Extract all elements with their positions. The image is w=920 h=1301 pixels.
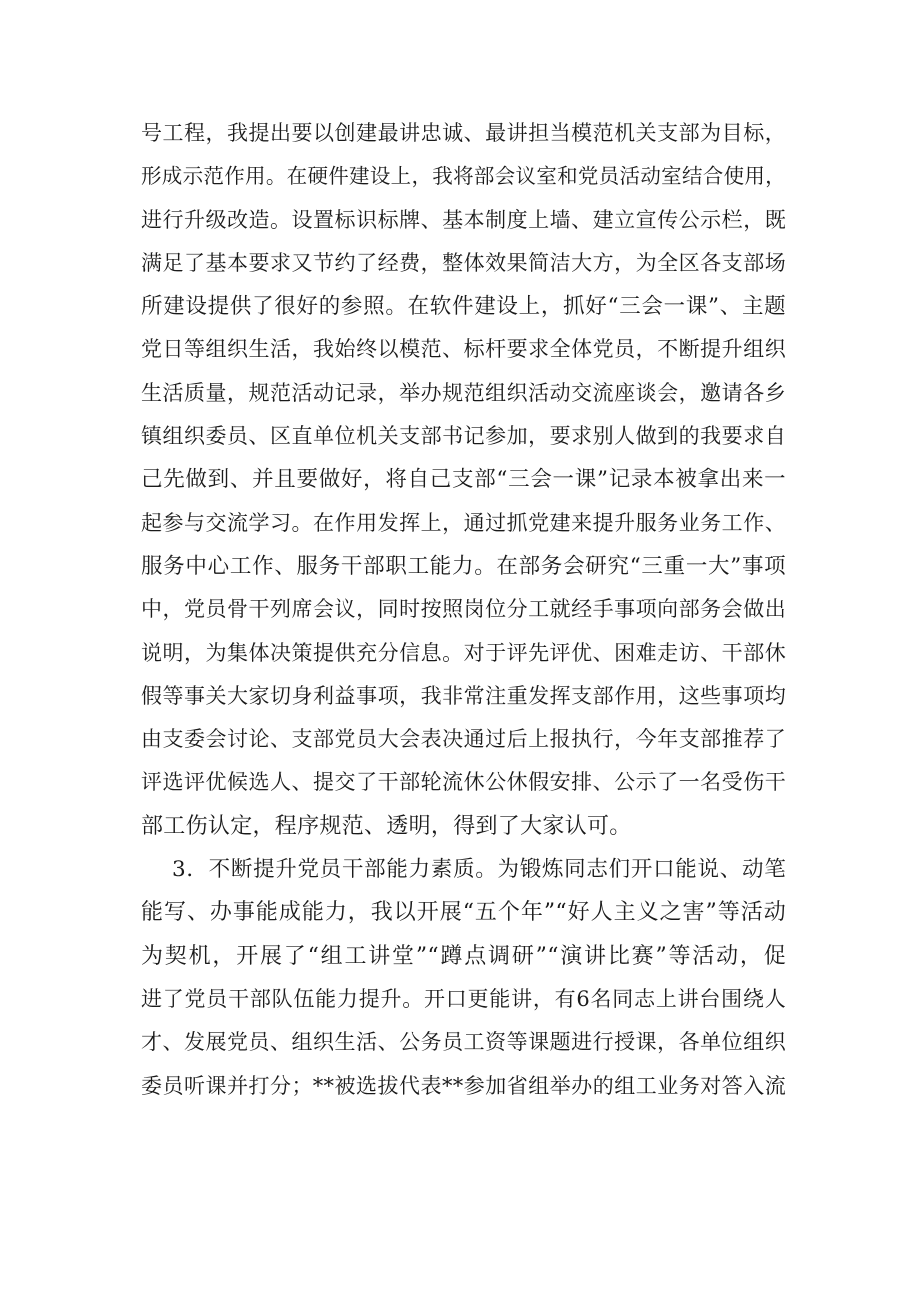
body-text (141, 112, 786, 1108)
text-line: 中，党员骨干列席会议，同时按照岗位分工就经手事项向部务会做出 (141, 597, 786, 622)
text-line: 说明，为集体决策提供充分信息。对于评先评优、困难走访、干部休 (141, 640, 786, 665)
text-line: 所建设提供了很好的参照。在软件建设上，抓好“三会一课”、主题 (141, 294, 786, 320)
text-line: 委员听课并打分；**被选拔代表**参加省组举办的组工业务对答入流 (141, 1073, 786, 1098)
paragraph-end-line: 部工伤认定，程序规范、透明，得到了大家认可。 (141, 813, 632, 839)
text-line: 服务中心工作、服务干部职工能力。在部务会研究“三重一大”事项 (141, 553, 786, 579)
section-heading-line: 3．不断提升党员干部能力素质。为锻炼同志们开口能说、动笔 (172, 857, 786, 883)
text-line: 满足了基本要求又节约了经费，整体效果简洁大方，为全区各支部场 (141, 250, 786, 275)
text-line: 镇组织委员、区直单位机关支部书记参加，要求别人做到的我要求自 (141, 424, 786, 449)
text-line: 起参与交流学习。在作用发挥上，通过抓党建来提升服务业务工作、 (141, 510, 786, 535)
text-line: 能写、办事能成能力，我以开展“五个年”“好人主义之害”等活动 (141, 900, 786, 926)
text-line: 形成示范作用。在硬件建设上，我将部会议室和党员活动室结合使用， (141, 164, 786, 189)
text-line: 生活质量，规范活动记录，举办规范组织活动交流座谈会，邀请各乡 (141, 380, 786, 405)
text-line: 评选评优候选人、提交了干部轮流休公休假安排、公示了一名受伤干 (141, 770, 786, 795)
text-line: 假等事关大家切身利益事项，我非常注重发挥支部作用，这些事项均 (141, 683, 786, 708)
text-line: 进行升级改造。设置标识标牌、基本制度上墙、建立宣传公示栏，既 (141, 207, 786, 232)
text-line: 才、发展党员、组织生活、公务员工资等课题进行授课，各单位组织 (141, 1030, 786, 1055)
text-line: 己先做到、并且要做好，将自己支部“三会一课”记录本被拿出来一 (141, 467, 786, 493)
text-line: 号工程，我提出要以创建最讲忠诚、最讲担当模范机关支部为目标， (141, 121, 786, 145)
text-line: 由支委会讨论、支部党员大会表决通过后上报执行，今年支部推荐了 (141, 727, 786, 752)
text-line: 为契机，开展了“组工讲堂”“蹲点调研”“演讲比赛”等活动，促 (141, 943, 786, 969)
text-line: 进了党员干部队伍能力提升。开口更能讲，有6名同志上讲台围绕人 (141, 986, 786, 1011)
text-line: 党日等组织生活，我始终以模范、标杆要求全体党员，不断提升组织 (141, 337, 786, 362)
